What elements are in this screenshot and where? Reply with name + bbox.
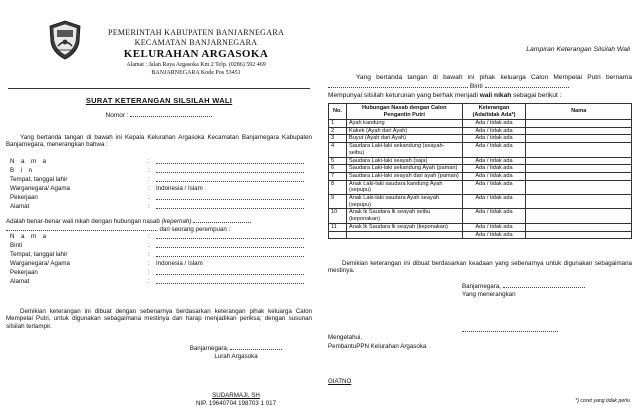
table-row [329, 195, 632, 209]
field-row [6, 242, 312, 250]
field-colon: : [148, 203, 150, 210]
table-row [329, 135, 632, 143]
attachment-closing: Demikian keterangan ini dibuat berdasarkan keadaan yang sebenarnya untuk digunakan sebagaimana mestinya. [328, 260, 632, 275]
header-no: No. [329, 104, 347, 120]
attachment-place-date [462, 282, 585, 290]
attachment-intro-bold: wali nikah [479, 92, 512, 99]
field-value[interactable]: Indonesia / Islam [156, 260, 203, 267]
row-name[interactable] [526, 165, 632, 173]
binti-label: Binti [469, 82, 483, 90]
row-name[interactable] [526, 120, 632, 128]
attachment-heading: Lampiran Keterangan Silsilah Wali [526, 46, 630, 53]
field-row [6, 158, 312, 166]
field-label: Tempat, tanggal lahir [10, 251, 68, 258]
acknowledged-name: GIATNO [328, 378, 352, 385]
field-value[interactable] [156, 251, 304, 257]
field-value[interactable] [156, 278, 304, 284]
field-row [6, 176, 312, 184]
table-row [329, 157, 632, 165]
field-colon: : [148, 233, 150, 240]
attachment-intro-2 [328, 92, 632, 100]
bride-name-field[interactable] [328, 82, 468, 88]
footnote: *) coret yang tidak perlu [575, 397, 630, 404]
row-relation: Kakek (Ayah dari Ayah) [346, 127, 462, 135]
date-field[interactable] [230, 344, 282, 350]
field-row [6, 260, 312, 268]
intro-paragraph: Yang bertanda tangan di bawah ini Kepala Kelurahan Argasoka Kecamatan Banjarnegara Kabupaten Banjarnegara, menerangkan bahwa : [6, 134, 312, 149]
field-row [6, 167, 312, 175]
attachment-intro [328, 74, 632, 91]
table-header-row [329, 104, 632, 120]
field-value[interactable] [156, 158, 304, 164]
attachment-place-date-label: Banjarnegara, [462, 283, 501, 290]
field-value[interactable] [156, 269, 304, 275]
row-status[interactable]: Ada / tidak ada [462, 127, 526, 135]
relation-field-2[interactable] [6, 225, 156, 231]
row-name[interactable] [526, 157, 632, 165]
field-colon: : [148, 185, 150, 192]
document-number [6, 111, 312, 120]
signer-name: SUDARMAJI, SH [212, 392, 260, 399]
acknowledged-label: Mengetahui, [328, 334, 363, 341]
row-status[interactable]: Ada / tidak ada [462, 195, 526, 209]
field-row [6, 251, 312, 259]
row-number: 8 [329, 180, 347, 194]
field-value[interactable]: Indonesia / Islam [156, 185, 203, 192]
row-number: 11 [329, 223, 347, 231]
row-relation: Saudara Laki-laki seayah (saja) [346, 157, 462, 165]
header-relation: Hubungan Nasab dengan Calon Pengantin Putri [346, 104, 462, 120]
declarant-role: Yang menerangkan [462, 291, 516, 298]
row-number [329, 231, 347, 239]
address-value: : Jalan Raya Argasoka Km 2 Telp. (0286) 592 469 [145, 62, 266, 69]
row-relation [346, 231, 462, 239]
office-city: BANJARNEGARA Kode Pos 53451 [151, 69, 241, 76]
number-field[interactable] [130, 111, 212, 117]
table-row [329, 180, 632, 194]
row-status[interactable]: Ada / tidak ada [462, 172, 526, 180]
field-label: Pekerjaan [10, 269, 38, 276]
place-date [166, 344, 306, 352]
letterhead-text [86, 28, 306, 77]
table-row [329, 231, 632, 239]
row-name[interactable] [526, 231, 632, 239]
row-relation: Saudara Laki-laki sekandung Ayah (paman) [346, 165, 462, 173]
field-label: N a m a [10, 233, 49, 240]
letterhead-divider [8, 88, 310, 89]
table-row [329, 165, 632, 173]
office-address [86, 62, 306, 69]
letterhead [6, 6, 312, 74]
row-name[interactable] [526, 209, 632, 223]
declarant-signature [462, 326, 558, 334]
village-name: KELURAHAN ARGASOKA [123, 48, 269, 61]
field-row [6, 278, 312, 286]
field-label: Pekerjaan [10, 194, 38, 201]
row-name[interactable] [526, 135, 632, 143]
header-ket: Keterangan (Ada/tidak Ada*) [462, 104, 526, 120]
field-colon: : [148, 278, 150, 285]
relation-text-italic: (kepernah) [161, 218, 192, 225]
government-name: PEMERINTAH KABUPATEN BANJARNEGARA [107, 28, 285, 37]
address-label: Alamat [126, 62, 144, 69]
row-number: 4 [329, 143, 347, 157]
row-name[interactable] [526, 143, 632, 157]
attachment-date-field[interactable] [503, 282, 585, 288]
field-row [6, 233, 312, 241]
field-label: Warganegara/ Agama [10, 185, 70, 192]
row-name[interactable] [526, 195, 632, 209]
field-row [6, 185, 312, 193]
row-name[interactable] [526, 127, 632, 135]
table-row [329, 172, 632, 180]
field-colon: : [148, 242, 150, 249]
row-relation: Saudara Laki-laki seayah dari ayah (paman) [346, 172, 462, 180]
row-number: 7 [329, 172, 347, 180]
row-status[interactable]: Ada / tidak ada [462, 120, 526, 128]
signer-role: Lurah Argasoka [214, 353, 258, 360]
table-row [329, 127, 632, 135]
row-status[interactable]: Ada / tidak ada [462, 223, 526, 231]
place-date-label: Banjarnegara, [189, 345, 229, 352]
district-name: KECAMATAN BANJARNEGARA [134, 37, 258, 47]
attachment-intro-b: Mempunyai silsilah keturunan yang berhak menjadi [328, 92, 480, 99]
field-value[interactable] [156, 233, 304, 239]
row-status[interactable]: Ada / tidak ada [462, 157, 526, 165]
row-number: 10 [329, 209, 347, 223]
bride-father-field[interactable] [485, 82, 569, 88]
table-row [329, 223, 632, 231]
field-label: Alamat [10, 203, 30, 210]
relation-field[interactable] [193, 217, 251, 223]
field-row [6, 194, 312, 202]
row-number: 6 [329, 165, 347, 173]
row-relation: Anak lk Saudara lk seayah (keponakan) [346, 223, 462, 231]
row-relation: Anak Laki-laki saudara kandung Ayah (sepupu) [346, 180, 462, 194]
field-colon: : [148, 167, 150, 174]
row-relation: Saudara Laki-laki sekandung (seayah-seibu) [346, 143, 462, 157]
attachment-panel [328, 6, 632, 412]
table-row [329, 209, 632, 223]
row-number: 2 [329, 127, 347, 135]
row-relation: Buyut (Ayah dari Ayah) [346, 135, 462, 143]
number-label: Nomor : [105, 112, 129, 119]
row-status[interactable]: Ada / tidak ada [462, 135, 526, 143]
field-label: Binti [10, 242, 23, 249]
row-status[interactable]: Ada / tidak ada [462, 180, 526, 194]
row-status[interactable]: Ada / tidak ada [462, 209, 526, 223]
row-relation: Ayah kandung [346, 120, 462, 128]
row-name[interactable] [526, 180, 632, 194]
field-colon: : [148, 260, 150, 267]
title-block [6, 96, 312, 120]
field-colon: : [148, 158, 150, 165]
field-value[interactable] [156, 203, 304, 209]
row-number: 1 [329, 120, 347, 128]
field-colon: : [148, 176, 150, 183]
field-colon: : [148, 269, 150, 276]
lineage-table [328, 103, 632, 239]
row-status[interactable]: Ada / tidak ada [462, 143, 526, 157]
row-name[interactable] [526, 223, 632, 231]
field-label: Alamat [10, 278, 30, 285]
field-label: Tempat, tanggal lahir [10, 176, 68, 183]
field-label: Warganegara/ Agama [10, 260, 70, 267]
field-row [6, 269, 312, 277]
attachment-intro-c: sebagai berikut : [511, 92, 562, 99]
row-number: 3 [329, 135, 347, 143]
row-relation: Anak lk Saudara lk seayah seibu (keponakan) [346, 209, 462, 223]
table-row [329, 120, 632, 128]
field-value[interactable] [156, 242, 304, 248]
closing-paragraph: Demikian keterangan ini dibuat dengan sebenarnya berdasarkan keterangan pihak keluarga Calon Mempelai Putri, untuk digunakan sebagaimana mestinya dan harap menjadikan periksa; dengan susunan silsilah terlampir. [6, 308, 312, 330]
row-status[interactable]: Ada / tidak ada [462, 165, 526, 173]
header-nama: Nama [526, 104, 632, 120]
relation-text-a: Adalah benar-benar wali nikah dengan hubungan nasab [6, 218, 162, 225]
row-status[interactable]: Ada / tidak ada [462, 231, 526, 239]
row-name[interactable] [526, 172, 632, 180]
regency-coat-of-arms-icon [48, 20, 82, 60]
attachment-intro-text: Yang bertanda tangan di bawah ini pihak keluarga Calon Mempelai Putri bernama [356, 74, 632, 81]
field-label: B i n [10, 167, 35, 174]
field-colon: : [148, 194, 150, 201]
document-title: SURAT KETERANGAN SILSILAH WALI [85, 96, 233, 105]
row-number: 9 [329, 195, 347, 209]
relation-statement [6, 217, 312, 234]
acknowledged-role: PembantuPPN Kelurahan Argasoka [328, 343, 427, 350]
field-value[interactable] [156, 194, 304, 200]
field-colon: : [148, 251, 150, 258]
row-number: 5 [329, 157, 347, 165]
declarant-name-field[interactable] [462, 326, 558, 332]
letter-panel [6, 6, 312, 412]
table-row [329, 143, 632, 157]
relation-text-b: . dari seorang perempuan : [156, 226, 231, 234]
field-value[interactable] [156, 176, 304, 182]
field-value[interactable] [156, 167, 304, 173]
field-row [6, 203, 312, 211]
signer-nip: NIP. 19640704 198703 1 017 [195, 400, 277, 407]
field-label: N a m a [10, 158, 49, 165]
row-relation: Anak Laki-laki saudara Ayah seayah (sepupu) [346, 195, 462, 209]
